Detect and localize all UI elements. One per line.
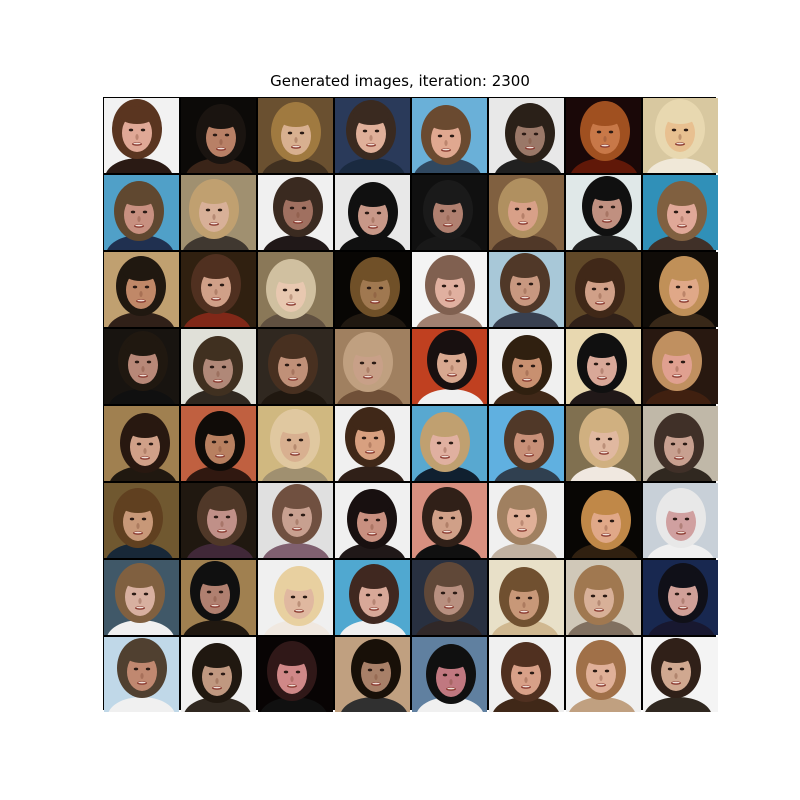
generated-image-tile xyxy=(104,175,179,250)
generated-image-tile xyxy=(412,637,487,712)
generated-image-tile xyxy=(258,98,333,173)
face-image xyxy=(258,329,333,404)
face-image xyxy=(489,483,564,558)
face-image xyxy=(643,406,718,481)
generated-image-tile xyxy=(643,175,718,250)
face-image xyxy=(412,252,487,327)
generated-image-tile xyxy=(258,406,333,481)
generated-image-tile xyxy=(335,637,410,712)
face-image xyxy=(258,98,333,173)
face-image xyxy=(643,483,718,558)
generated-image-tile xyxy=(643,98,718,173)
face-image xyxy=(643,329,718,404)
generated-image-tile xyxy=(181,483,256,558)
generated-image-tile xyxy=(643,483,718,558)
generated-image-tile xyxy=(104,329,179,404)
generated-image-tile xyxy=(489,560,564,635)
face-image xyxy=(104,483,179,558)
face-image xyxy=(335,637,410,712)
generated-image-tile xyxy=(181,560,256,635)
generated-image-tile xyxy=(566,98,641,173)
face-image xyxy=(258,252,333,327)
face-image xyxy=(335,560,410,635)
generated-image-tile xyxy=(489,329,564,404)
generated-image-tile xyxy=(566,329,641,404)
face-image xyxy=(412,483,487,558)
generated-image-tile xyxy=(104,406,179,481)
generated-image-tile xyxy=(104,483,179,558)
face-image xyxy=(335,406,410,481)
generated-image-tile xyxy=(181,406,256,481)
figure-title: Generated images, iteration: 2300 xyxy=(270,72,530,90)
face-image xyxy=(643,637,718,712)
generated-image-tile xyxy=(643,329,718,404)
face-image xyxy=(181,98,256,173)
face-image xyxy=(412,406,487,481)
generated-image-tile xyxy=(258,252,333,327)
generated-image-tile xyxy=(412,560,487,635)
face-image xyxy=(181,329,256,404)
generated-image-tile xyxy=(104,560,179,635)
face-image xyxy=(566,483,641,558)
generated-image-tile xyxy=(643,560,718,635)
face-image xyxy=(489,329,564,404)
generated-image-tile xyxy=(412,483,487,558)
generated-image-tile xyxy=(258,175,333,250)
generated-image-tile xyxy=(566,637,641,712)
face-image xyxy=(181,406,256,481)
face-image xyxy=(489,560,564,635)
generated-image-tile xyxy=(104,252,179,327)
face-image xyxy=(489,175,564,250)
generated-image-tile xyxy=(566,483,641,558)
image-grid xyxy=(103,97,716,710)
face-image xyxy=(104,175,179,250)
face-image xyxy=(335,175,410,250)
face-image xyxy=(335,483,410,558)
generated-image-tile xyxy=(335,483,410,558)
face-image xyxy=(104,560,179,635)
face-image xyxy=(104,637,179,712)
face-image xyxy=(643,175,718,250)
face-image xyxy=(181,252,256,327)
face-image xyxy=(566,252,641,327)
face-image xyxy=(181,483,256,558)
face-image xyxy=(566,637,641,712)
face-image xyxy=(258,560,333,635)
generated-image-tile xyxy=(335,175,410,250)
face-image xyxy=(412,637,487,712)
generated-image-tile xyxy=(489,483,564,558)
face-image xyxy=(566,175,641,250)
face-image xyxy=(181,560,256,635)
face-image xyxy=(566,329,641,404)
generated-image-tile xyxy=(566,406,641,481)
face-image xyxy=(412,98,487,173)
face-image xyxy=(643,98,718,173)
generated-image-tile xyxy=(181,252,256,327)
generated-image-tile xyxy=(566,175,641,250)
generated-image-tile xyxy=(412,252,487,327)
generated-image-tile xyxy=(104,98,179,173)
generated-image-tile xyxy=(643,637,718,712)
face-image xyxy=(489,637,564,712)
generated-image-tile xyxy=(412,406,487,481)
face-image xyxy=(643,560,718,635)
face-image xyxy=(258,637,333,712)
generated-image-tile xyxy=(412,98,487,173)
face-image xyxy=(104,252,179,327)
generated-image-tile xyxy=(566,252,641,327)
face-image xyxy=(412,175,487,250)
generated-image-tile xyxy=(489,406,564,481)
face-image xyxy=(258,483,333,558)
generated-image-tile xyxy=(258,637,333,712)
face-image xyxy=(489,98,564,173)
generated-image-tile xyxy=(181,329,256,404)
face-image xyxy=(181,175,256,250)
generated-image-tile xyxy=(566,560,641,635)
face-image xyxy=(181,637,256,712)
generated-image-tile xyxy=(181,637,256,712)
face-image xyxy=(335,252,410,327)
face-image xyxy=(258,406,333,481)
generated-image-tile xyxy=(181,175,256,250)
face-image xyxy=(104,406,179,481)
generated-image-tile xyxy=(335,329,410,404)
generated-image-tile xyxy=(489,175,564,250)
face-image xyxy=(643,252,718,327)
generated-image-tile xyxy=(258,329,333,404)
generated-image-tile xyxy=(258,560,333,635)
generated-image-tile xyxy=(104,637,179,712)
generated-image-tile xyxy=(489,98,564,173)
generated-image-tile xyxy=(335,406,410,481)
face-image xyxy=(489,252,564,327)
face-image xyxy=(566,406,641,481)
face-image xyxy=(335,329,410,404)
generated-image-tile xyxy=(258,483,333,558)
face-image xyxy=(104,98,179,173)
face-image xyxy=(104,329,179,404)
face-image xyxy=(412,329,487,404)
face-image xyxy=(489,406,564,481)
generated-image-tile xyxy=(412,329,487,404)
generated-image-tile xyxy=(643,252,718,327)
face-image xyxy=(258,175,333,250)
generated-image-tile xyxy=(335,560,410,635)
face-image xyxy=(566,560,641,635)
generated-image-tile xyxy=(412,175,487,250)
generated-image-tile xyxy=(489,252,564,327)
generated-image-tile xyxy=(489,637,564,712)
face-image xyxy=(335,98,410,173)
generated-image-tile xyxy=(643,406,718,481)
generated-image-tile xyxy=(335,98,410,173)
generated-image-tile xyxy=(181,98,256,173)
face-image xyxy=(566,98,641,173)
generated-image-tile xyxy=(335,252,410,327)
face-image xyxy=(412,560,487,635)
